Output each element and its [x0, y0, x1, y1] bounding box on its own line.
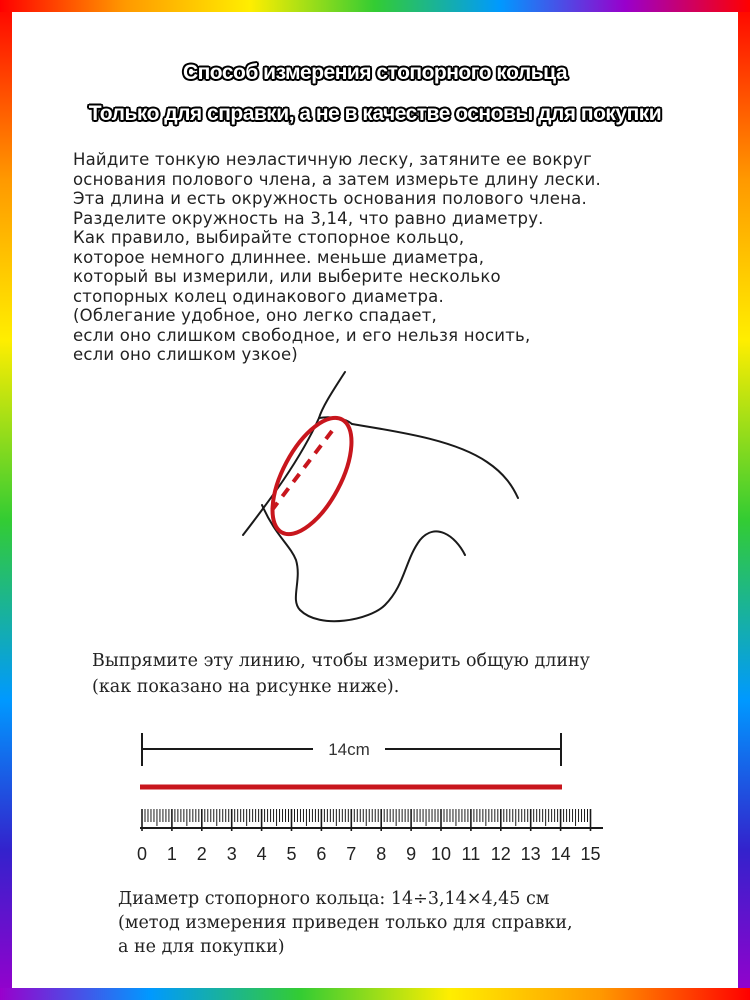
ring-ellipse: [256, 406, 367, 546]
outline-right-line: [352, 424, 518, 498]
instruction-line: Найдите тонкую неэластичную леску, затяните ее вокруг: [73, 150, 593, 169]
ruler-label: 2: [196, 844, 207, 864]
length-label: 14cm: [328, 740, 370, 759]
ruler-label: 7: [346, 844, 357, 864]
instruction-line: основания полового члена, а затем измерьте длину лески.: [73, 169, 601, 189]
outline-lower-line: [262, 505, 465, 621]
instruction-line: стопорных колец одинакового диаметра.: [73, 286, 444, 306]
ruler-label: 9: [406, 844, 417, 864]
result-line: (метод измерения приведен только для справки,: [118, 913, 573, 933]
ruler-label: 3: [226, 844, 237, 864]
ruler-label: 12: [490, 844, 511, 864]
ruler-label: 11: [461, 844, 481, 864]
outline-top-line: [319, 372, 345, 418]
instruction-line: Эта длина и есть окружность основания полового члена.: [73, 189, 587, 208]
instruction-line: которое немного длиннее. меньше диаметра,: [73, 247, 485, 267]
instruction-line: который вы измерили, или выберите несколько: [73, 267, 501, 286]
note-line: Выпрямите эту линию, чтобы измерить общую длину: [92, 651, 590, 671]
result-line: а не для покупки): [118, 937, 285, 957]
straighten-note: [92, 648, 732, 700]
result-line: Диаметр стопорного кольца: 14÷3,14×4,45 см: [118, 889, 550, 909]
ruler-label: 0: [136, 844, 148, 864]
ruler-label: 8: [376, 844, 387, 864]
ruler-label: 1: [166, 844, 177, 864]
ruler-label: 15: [580, 844, 601, 864]
page-title: Способ измерения стопорного кольца: [182, 61, 568, 84]
ruler-label: 14: [550, 844, 571, 864]
note-line: (как показано на рисунке ниже).: [92, 677, 400, 697]
ruler-label: 4: [256, 844, 267, 864]
result-text: [118, 887, 738, 959]
ruler-label: 5: [286, 844, 297, 864]
instruction-line: если оно слишком узкое): [73, 345, 298, 364]
instruction-line: Как правило, выбирайте стопорное кольцо,: [73, 228, 465, 247]
ruler-labels: [137, 844, 601, 864]
instruction-line: если оно слишком свободное, и его нельзя носить,: [73, 325, 531, 345]
instruction-line: (Облегание удобное, оно легко спадает,: [73, 306, 437, 325]
ruler-label: 10: [430, 844, 452, 864]
instruction-line: Разделите окружность на 3,14, что равно диаметру.: [73, 208, 544, 228]
ruler-label: 6: [316, 844, 327, 864]
ruler-label: 13: [520, 844, 541, 864]
page-subtitle: Только для справки, а не в качестве основы для покупки: [88, 102, 662, 125]
